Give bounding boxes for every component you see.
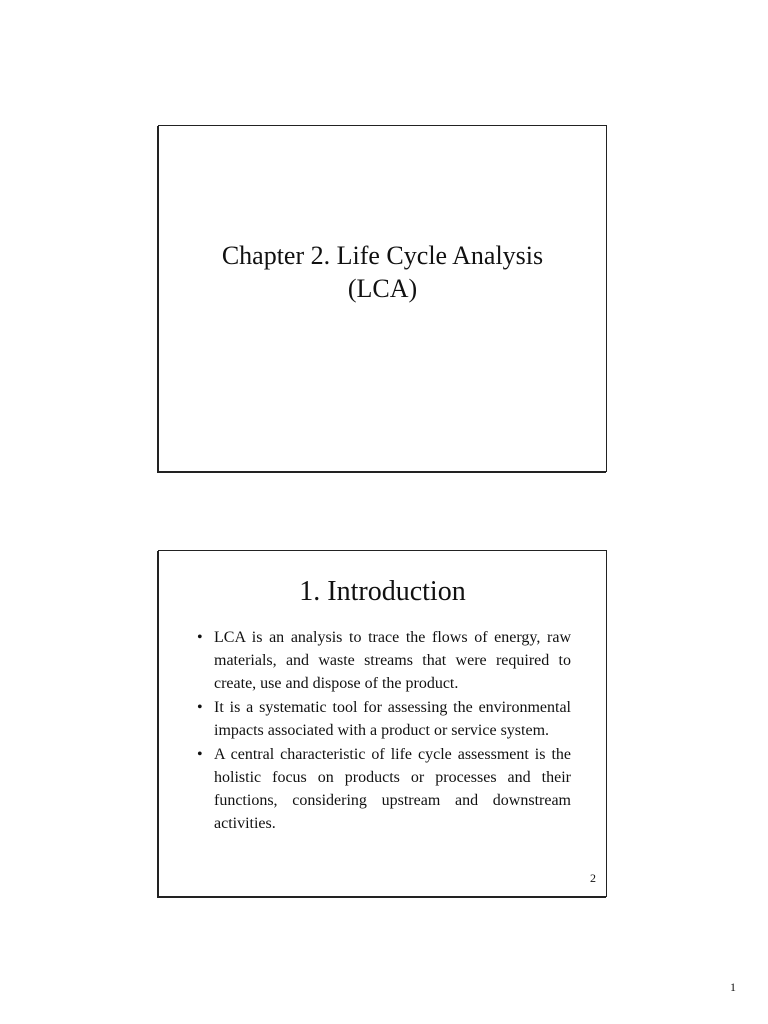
title-line-1: Chapter 2. Life Cycle Analysis <box>221 241 544 270</box>
bullet-item <box>195 626 571 695</box>
slide-1 <box>158 125 607 472</box>
slide-2 <box>158 550 607 897</box>
bullet-dot-icon: • <box>197 699 203 716</box>
bullet-text: LCA is an analysis to trace the flows of energy, raw materials, and waste streams that were required to create, use and dispose of the product. <box>214 629 571 692</box>
bullet-item <box>195 696 571 742</box>
bullet-text: It is a systematic tool for assessing the environmental impacts associated with a product or service system. <box>214 699 571 739</box>
bullet-dot-icon: • <box>197 746 203 763</box>
bullet-dot-icon: • <box>197 629 203 646</box>
page-number: 1 <box>730 980 736 994</box>
slide-number: 2 <box>590 871 596 885</box>
bullet-item <box>195 743 571 835</box>
bullet-text: A central characteristic of life cycle assessment is the holistic focus on products or processes and their functions, considering upstream and downstream activities. <box>214 746 571 832</box>
slide-title: 1. Introduction <box>299 576 466 607</box>
title-line-2: (LCA) <box>347 274 418 303</box>
slide-title <box>159 239 606 305</box>
bullet-list <box>195 626 571 836</box>
